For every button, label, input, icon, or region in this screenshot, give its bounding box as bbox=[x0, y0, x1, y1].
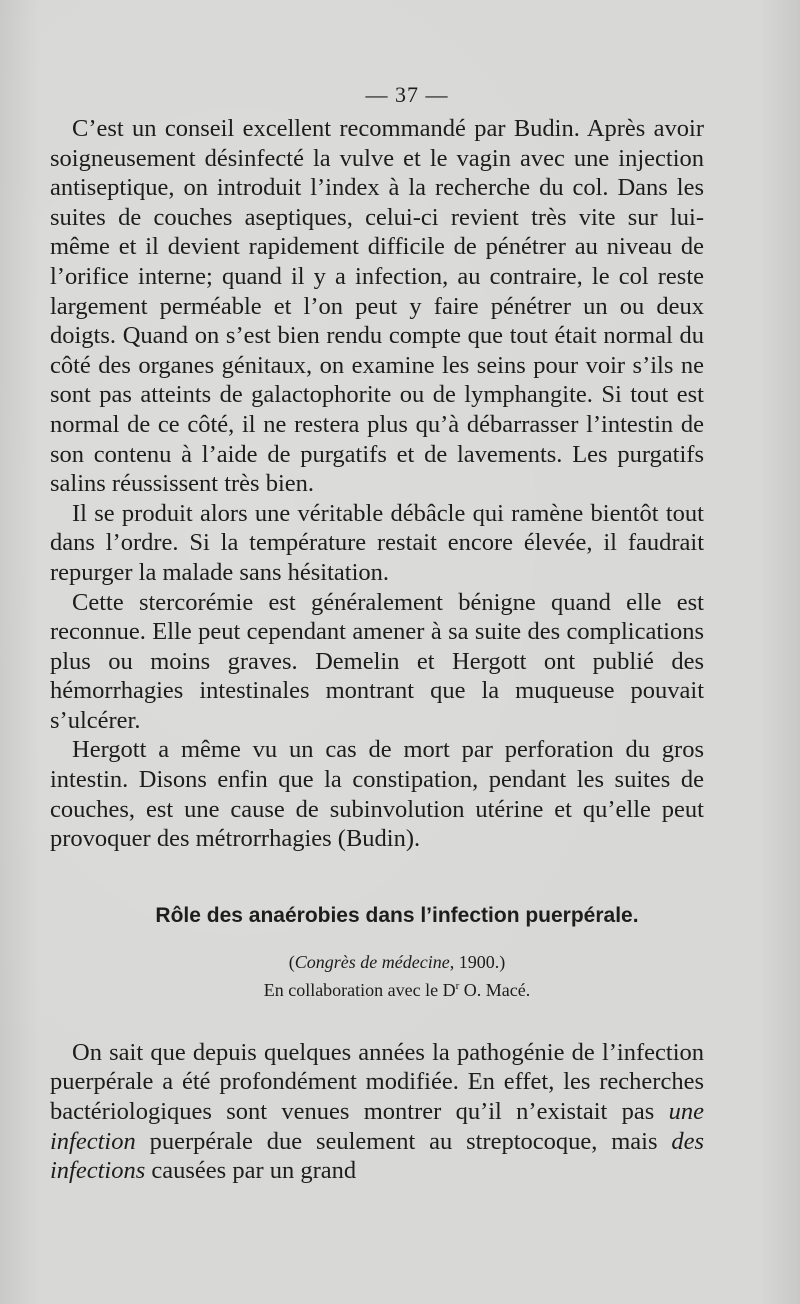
section-paragraph bbox=[50, 1038, 704, 1186]
section-body bbox=[50, 1038, 704, 1186]
paragraph-4: Hergott a même vu un cas de mort par perforation du gros intestin. Disons enfin que la constipation, pendant les suites de couches, est une cause de subinvolution utérine et qu’elle peut provoquer des métrorrhagies (Budin). bbox=[50, 736, 704, 853]
credit-prefix: En collaboration avec le D bbox=[263, 979, 456, 1000]
section-text-part-2: puerpérale due seulement au streptocoque, mais bbox=[135, 1127, 672, 1155]
section-text-part-3: causées par un grand bbox=[145, 1157, 357, 1185]
credit-suffix: O. Macé. bbox=[459, 979, 531, 1000]
source-open: ( bbox=[288, 951, 295, 972]
page-number: — 37 — bbox=[365, 82, 449, 107]
credit-sup: r bbox=[455, 979, 460, 992]
section-title: Rôle des anaérobies dans l’infection puerpérale. bbox=[155, 903, 639, 927]
section-source bbox=[50, 950, 704, 974]
section-text-part-1: On sait que depuis quelques années la pathogénie de l’infection puerpérale a été profondément modifiée. En effet, les recherches bactériologiques sont venues montrer qu’il n’existait pas bbox=[50, 1038, 704, 1126]
paragraph-3: Cette stercorémie est généralement bénigne quand elle est reconnue. Elle peut cependant amener à sa suite des complications plus ou moins graves. Demelin et Hergott ont publié des hémorrhagies intestinales montrant que la muqueuse pouvait s’ulcérer. bbox=[50, 588, 704, 734]
section-emphasis-1: une infection bbox=[50, 1098, 704, 1155]
source-conference: Congrès de médecine bbox=[294, 951, 450, 972]
paragraph-1: C’est un conseil excellent recommandé par Budin. Après avoir soigneusement désinfecté la vulve et le vagin avec une injection antiseptique, on introduit l’index à la recherche du col. Dans les suites de couches aseptiques, celui-ci revient très vite sur lui-même et il devient rapidement difficile de pénétrer au niveau de l’orifice interne; quand il y a infection, au contraire, le col reste largement perméable et l’on peut y faire pénétrer un ou deux doigts. Quand on s’est bien rendu compte que tout était normal du côté des organes génitaux, on examine les seins pour voir s’ils ne sont pas atteints de galactophorite ou de lymphangite. Si tout est normal de ce côté, il ne restera plus qu’à débarrasser l’intestin de son contenu à l’aide de purgatifs et de lavements. Les purgatifs salins réussissent très bien. bbox=[50, 115, 704, 498]
body-text bbox=[50, 114, 704, 854]
source-year: , 1900.) bbox=[449, 951, 506, 972]
section-emphasis-2: des infections bbox=[50, 1127, 704, 1185]
paragraph-2: Il se produit alors une véritable débâcle qui ramène bientôt tout dans l’ordre. Si la température restait encore élevée, il faudrait repurger la malade sans hésitation. bbox=[50, 499, 704, 586]
section-credit bbox=[50, 974, 704, 1002]
